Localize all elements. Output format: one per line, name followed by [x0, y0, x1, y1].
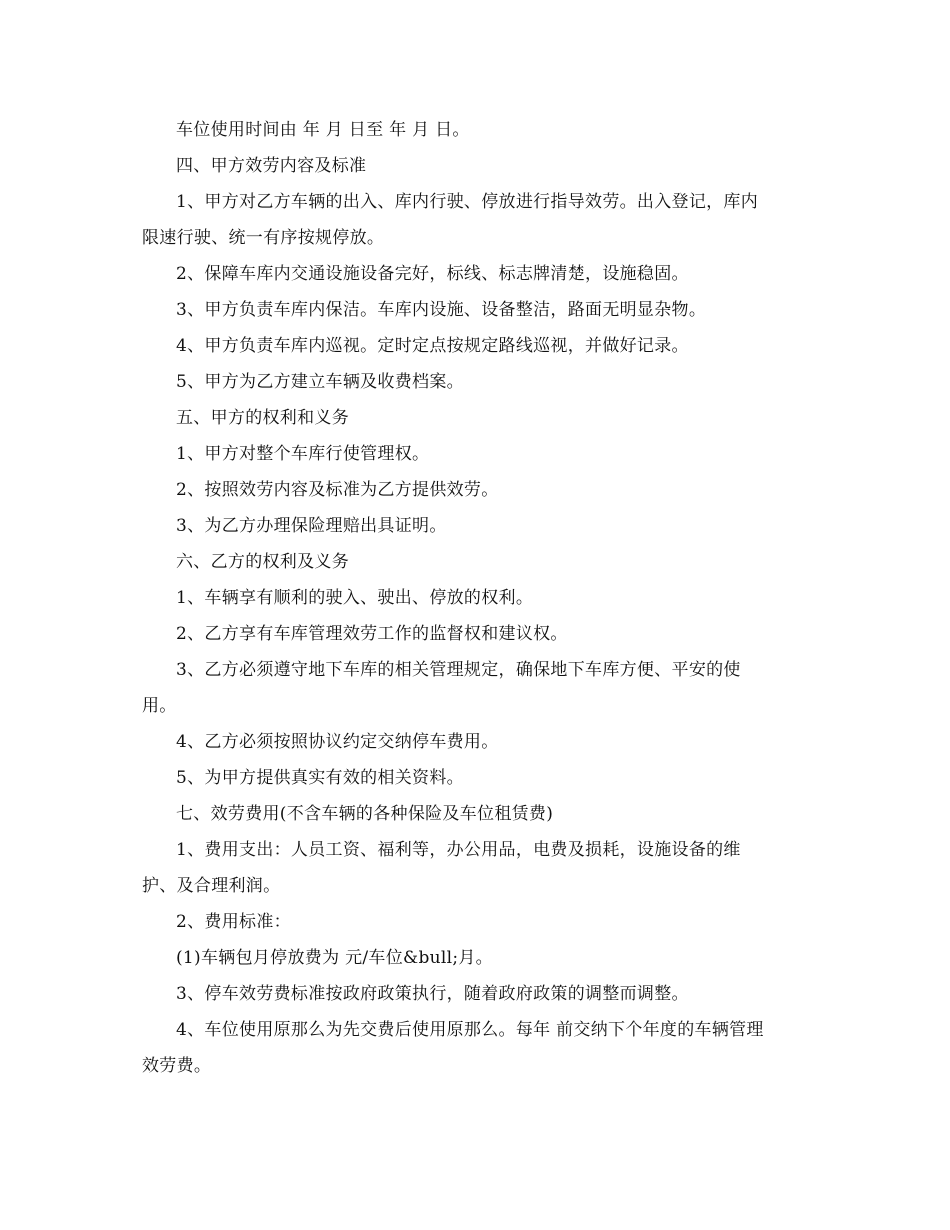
document-body	[142, 112, 810, 1084]
document-paragraph	[142, 976, 810, 1012]
paragraph-line: 1、车辆享有顺利的驶入、驶出、停放的权利。	[176, 588, 534, 608]
document-paragraph	[142, 796, 810, 832]
paragraph-line: 限速行驶、统一有序按规停放。	[142, 228, 385, 248]
paragraph-line: 1、甲方对整个车库行使管理权。	[176, 444, 430, 464]
document-paragraph	[142, 436, 810, 472]
document-paragraph	[142, 508, 810, 544]
paragraph-line: 效劳费。	[142, 1056, 212, 1076]
paragraph-line: 4、乙方必须按照协议约定交纳停车费用。	[176, 732, 499, 752]
document-paragraph	[142, 292, 810, 328]
paragraph-line: 1、费用支出：人员工资、福利等，办公用品，电费及损耗，设施设备的维	[176, 840, 741, 860]
paragraph-line: 5、为甲方提供真实有效的相关资料。	[176, 768, 464, 788]
document-paragraph	[142, 724, 810, 760]
paragraph-line: 2、保障车库内交通设施设备完好，标线、标志牌清楚，设施稳固。	[176, 264, 689, 284]
paragraph-line: 2、乙方享有车库管理效劳工作的监督权和建议权。	[176, 624, 568, 644]
paragraph-line: 4、甲方负责车库内巡视。定时定点按规定路线巡视，并做好记录。	[176, 336, 689, 356]
document-paragraph	[142, 400, 810, 436]
paragraph-line: 2、按照效劳内容及标准为乙方提供效劳。	[176, 480, 499, 500]
paragraph-line: 五、甲方的权利和义务	[176, 408, 349, 428]
paragraph-line: 2、费用标准：	[176, 912, 291, 932]
paragraph-line: 3、甲方负责车库内保洁。车库内设施、设备整洁，路面无明显杂物。	[176, 300, 707, 320]
paragraph-line: 3、停车效劳费标准按政府政策执行，随着政府政策的调整而调整。	[176, 984, 689, 1004]
paragraph-line: 六、乙方的权利及义务	[176, 552, 349, 572]
document-paragraph	[142, 904, 810, 940]
document-paragraph	[142, 832, 810, 904]
paragraph-line: 护、及合理利润。	[142, 876, 281, 896]
document-paragraph	[142, 112, 810, 148]
document-paragraph	[142, 760, 810, 796]
paragraph-line: 用。	[142, 696, 177, 716]
document-paragraph	[142, 148, 810, 184]
paragraph-line: 七、效劳费用(不含车辆的各种保险及车位租赁费)	[176, 804, 554, 824]
document-paragraph	[142, 940, 810, 976]
paragraph-line: 1、甲方对乙方车辆的出入、库内行驶、停放进行指导效劳。出入登记，库内	[176, 192, 759, 212]
document-paragraph	[142, 616, 810, 652]
paragraph-line: (1)车辆包月停放费为 元/车位&bull;月。	[176, 948, 493, 968]
document-paragraph	[142, 256, 810, 292]
document-paragraph	[142, 184, 810, 256]
paragraph-line: 车位使用时间由 年 月 日至 年 月 日。	[176, 120, 470, 140]
document-paragraph	[142, 328, 810, 364]
paragraph-line: 3、乙方必须遵守地下车库的相关管理规定，确保地下车库方便、平安的使	[176, 660, 741, 680]
paragraph-line: 3、为乙方办理保险理赔出具证明。	[176, 516, 447, 536]
document-paragraph	[142, 364, 810, 400]
document-paragraph	[142, 652, 810, 724]
document-paragraph	[142, 544, 810, 580]
paragraph-line: 5、甲方为乙方建立车辆及收费档案。	[176, 372, 464, 392]
paragraph-line: 4、车位使用原那么为先交费后使用原那么。每年 前交纳下个年度的车辆管理	[176, 1020, 764, 1040]
document-paragraph	[142, 580, 810, 616]
document-paragraph	[142, 1012, 810, 1084]
paragraph-line: 四、甲方效劳内容及标准	[176, 156, 367, 176]
document-paragraph	[142, 472, 810, 508]
